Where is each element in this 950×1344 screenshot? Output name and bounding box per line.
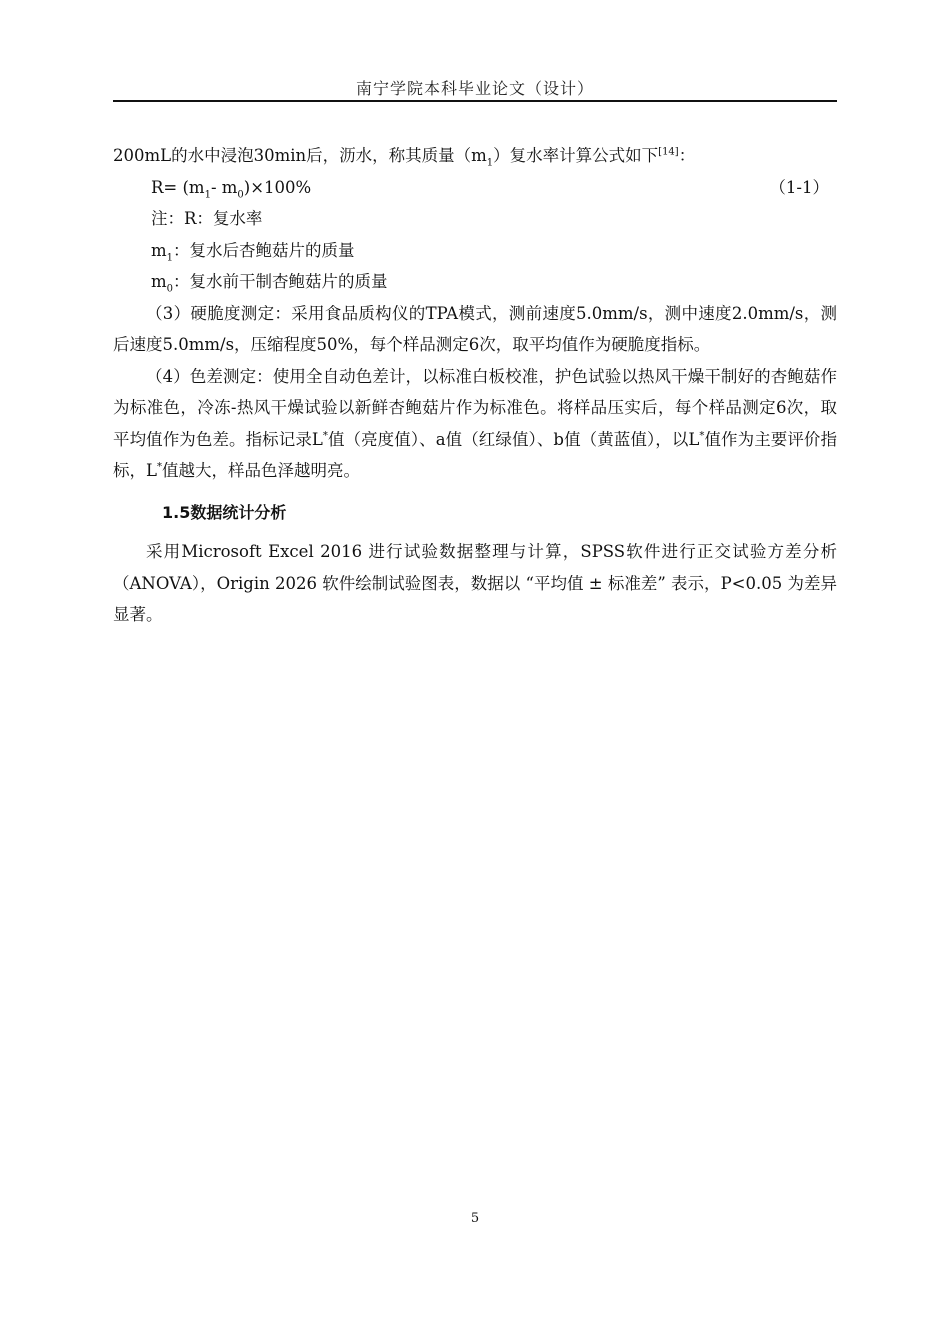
paragraph-hardness: （3）硬脆度测定：采用食品质构仪的TPA模式，测前速度5.0mm/s，测中速度2.0mm/s，测后速度5.0mm/s，压缩程度50%，每个样品测定6次，取平均值作为硬脆度指标。: [113, 303, 837, 354]
paragraph-statistics: 采用Microsoft Excel 2016 进行试验数据整理与计算，SPSS软件进行正交试验方差分析（ANOVA），Origin 2026 软件绘制试验图表，数据以 “平均值 ± 标准差” 表示，P<0.05 为差异显著。: [113, 542, 837, 624]
header-rule: [113, 100, 837, 102]
note-line: $m_0$：复水前干制杏鲍菇片的质量: [151, 272, 388, 295]
page-number: 5: [470, 1211, 480, 1226]
note-line: 注：R：复水率: [151, 209, 263, 228]
paragraph-color: （4）色差测定：使用全自动色差计，以标准白板校准，护色试验以热风干燥干制好的杏鲍菇作为标准色，冷冻-热风干燥试验以新鲜杏鲍菇片作为标准色。将样品压实后，每个样品测定6次，取平均值作为色差。指标记录L*值（亮度值）、a值（红绿值）、b值（黄蓝值），以L*值作为主要评价指标，L*值越大，样品色泽越明亮。: [113, 366, 837, 480]
paragraph-continuation: 200mL的水中浸泡30min后，沥水，称其质量$(m_1)$复水率计算公式如下[14]：: [113, 146, 696, 169]
section-heading: 1.5数据统计分析: [162, 502, 287, 522]
page-header: 南宁学院本科毕业论文（设计）: [355, 79, 594, 98]
note-line: $m_1$：复水后杏鲍菇片的质量: [151, 240, 355, 263]
formula: $R= (m_1-$ $m_0)\times 100\%$ （1-1）: [113, 172, 837, 204]
citation: [14]: [658, 146, 679, 158]
equation-number: （1-1）: [769, 177, 829, 197]
body-text: [113, 140, 837, 631]
